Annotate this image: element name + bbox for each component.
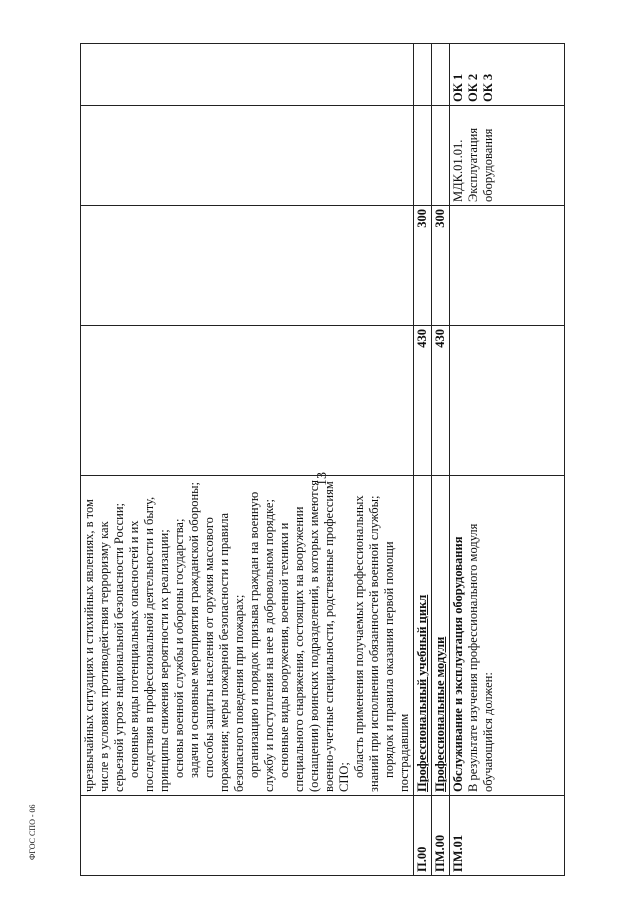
max-load-cell: 430 [432,326,450,476]
content-line: основные виды вооружения, военной техники и специального снаряжения, состоящих на вооружении (оснащении) воинских подразделений, в которых имеются военно-учетные специальности, родственные профессиям СПО; [277,480,351,792]
rotated-table-container [80,44,565,876]
content-line: основные виды потенциальных опасностей и их последствия в профессиональной деятельности и быту, принципы снижения вероятности их реализации; [127,496,171,792]
competency-cell [432,44,450,106]
content-line: чрезвычайных ситуациях и стихийных явлениях, в том числе в условиях противодействия терроризму как серьезной угрозе национальной безопасности России; [82,499,126,792]
page-number: 13 [315,472,330,486]
hours-cell: 300 [432,206,450,326]
content-cell [450,476,565,796]
module-title: Обслуживание и эксплуатация оборудования [451,536,465,792]
max-load-cell [450,326,565,476]
competency-cell [450,44,565,106]
index-cell [81,796,414,876]
table-row [414,44,432,876]
index-cell: ПМ.00 [432,796,450,876]
max-load-cell: 430 [414,326,432,476]
competency-cell [81,44,414,106]
table-row [450,44,565,876]
table-row [81,44,414,876]
content-line: область применения получаемых профессиональных знаний при исполнении обязанностей военной службы; [352,495,381,792]
content-line: порядок и правила оказания первой помощи пострадавшим [382,541,411,792]
mdk-name-line: Эксплуатация [466,127,480,202]
index-cell: П.00 [414,796,432,876]
mdk-name-line: оборудования [481,128,495,202]
hours-cell [450,206,565,326]
module-subtitle: В результате изучения профессионального модуля обучающийся должен: [466,523,495,792]
mdk-cell [414,106,432,206]
mdk-cell [81,106,414,206]
competency-code: ОК 1 [451,73,465,102]
competency-code: ОК 3 [481,73,495,102]
content-cell [81,476,414,796]
content-line: основы военной службы и обороны государства; [172,518,186,778]
max-load-cell [81,326,414,476]
competency-code: ОК 2 [466,73,480,102]
content-cell: Профессиональные модули [432,476,450,796]
competency-cell [414,44,432,106]
hours-cell [81,206,414,326]
table-row [432,44,450,876]
content-line: задачи и основные мероприятия гражданской обороны; [187,481,201,778]
document-footer: ФГОС СПО - 06 [28,804,37,860]
content-cell: Профессиональный учебный цикл [414,476,432,796]
mdk-cell [432,106,450,206]
content-line: организацию и порядок призыва граждан на военную службу и поступления на нее в добровольном порядке; [247,491,276,792]
mdk-code: МДК.01.01. [451,139,465,202]
index-cell: ПМ.01 [450,796,565,876]
mdk-cell [450,106,565,206]
hours-cell: 300 [414,206,432,326]
curriculum-table [80,43,565,876]
content-line: способы защиты населения от оружия массового поражения; меры пожарной безопасности и правила безопасного поведения при пожарах; [202,512,246,792]
